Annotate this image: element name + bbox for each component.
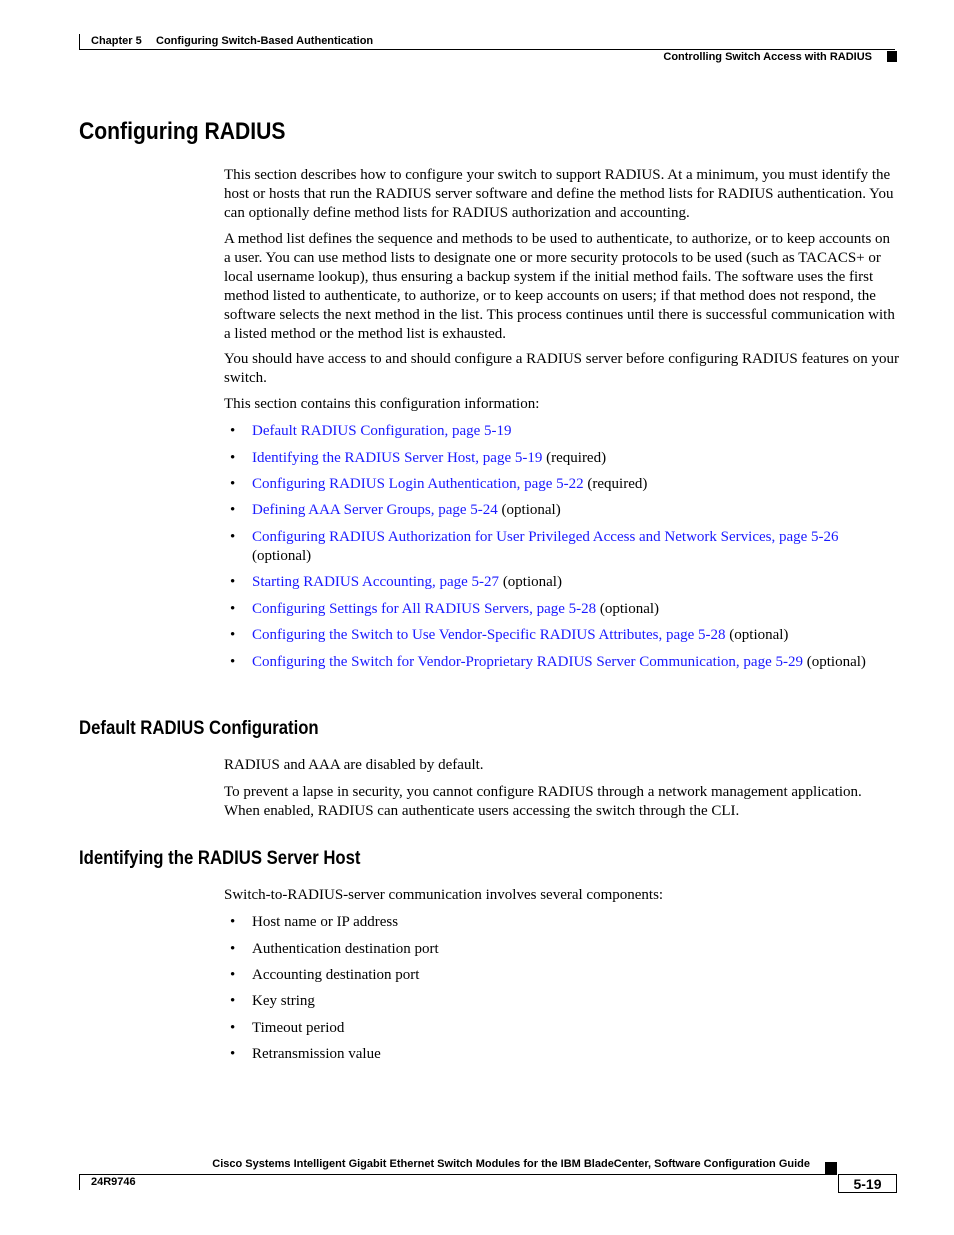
link-vendor-specific-attributes[interactable]: Configuring the Switch to Use Vendor-Specific RADIUS Attributes, page 5-28 [252, 627, 726, 643]
section-heading-default-config: Default RADIUS Configuration [79, 718, 319, 739]
link-note: (required) [542, 450, 607, 466]
page-number: 5-19 [838, 1174, 897, 1193]
bullet: • [230, 502, 236, 518]
default-config-paragraph-2: To prevent a lapse in security, you cannot configure RADIUS through a network management application. When enabled, RADIUS can authenticate users accessing the switch through the CLI. [224, 784, 862, 819]
section-heading-server-host: Identifying the RADIUS Server Host [79, 848, 361, 869]
intro-paragraph-2: A method list defines the sequence and methods to be used to authenticate, to authorize, or to keep accounts on a user. You can use method lists to designate one or more security protocols to be used (such as TACACS+ or local username lookup), thus ensuring a backup system if the initial method fails. The software uses the first method listed to authenticate, to authorize, or to keep accounts on users; if that method does not respond, the software selects the next method in the list. This process continues until there is successful communication with a listed method or the method list is exhausted. [224, 231, 895, 342]
link-radius-authorization[interactable]: Configuring RADIUS Authorization for User Privileged Access and Network Services, page 5-26 [252, 529, 839, 545]
bullet: • [230, 423, 236, 439]
bullet: • [230, 574, 236, 590]
bullet: • [230, 967, 236, 983]
component-item: Retransmission value [252, 1046, 381, 1062]
link-note: (optional) [725, 627, 789, 643]
bullet: • [230, 914, 236, 930]
bullet: • [230, 1046, 236, 1062]
link-identifying-radius-server-host[interactable]: Identifying the RADIUS Server Host, page 5-19 [252, 450, 543, 466]
link-note: (required) [583, 476, 648, 492]
footer-rule [79, 1174, 837, 1175]
component-item: Timeout period [252, 1020, 345, 1036]
footer-title: Cisco Systems Intelligent Gigabit Ethernet Switch Modules for the IBM BladeCenter, Software Configuration Guide [212, 1158, 810, 1170]
bullet: • [230, 941, 236, 957]
link-radius-accounting[interactable]: Starting RADIUS Accounting, page 5-27 [252, 574, 500, 590]
header-marker [887, 51, 897, 62]
header-rule-vertical [79, 34, 80, 50]
link-note: (optional) [252, 548, 312, 564]
component-item: Authentication destination port [252, 941, 439, 957]
default-config-paragraph-1: RADIUS and AAA are disabled by default. [224, 757, 484, 773]
bullet: • [230, 993, 236, 1009]
header-chapter: Chapter 5 [91, 35, 142, 47]
bullet: • [230, 476, 236, 492]
header-section-title: Controlling Switch Access with RADIUS [663, 51, 872, 63]
intro-paragraph-4: This section contains this configuration information: [224, 396, 540, 412]
header-chapter-title: Configuring Switch-Based Authentication [156, 35, 374, 47]
link-note: (optional) [803, 654, 866, 670]
link-note: (optional) [596, 601, 660, 617]
bullet: • [230, 654, 236, 670]
bullet: • [230, 529, 236, 545]
bullet: • [230, 450, 236, 466]
footer-doc-number: 24R9746 [91, 1176, 136, 1188]
link-radius-login-authentication[interactable]: Configuring RADIUS Login Authentication, page 5-22 [252, 476, 584, 492]
component-item: Host name or IP address [252, 914, 399, 930]
header-rule [79, 49, 895, 50]
intro-paragraph-3: You should have access to and should configure a RADIUS server before configuring RADIUS features on your switch. [224, 351, 899, 386]
bullet: • [230, 1020, 236, 1036]
link-default-radius-configuration[interactable]: Default RADIUS Configuration, page 5-19 [252, 423, 512, 439]
link-note: (optional) [497, 502, 561, 518]
bullet: • [230, 627, 236, 643]
link-note: (optional) [499, 574, 562, 590]
bullet: • [230, 601, 236, 617]
link-vendor-proprietary-communication[interactable]: Configuring the Switch for Vendor-Proprietary RADIUS Server Communication, page 5-29 [252, 654, 803, 670]
footer-marker [825, 1162, 837, 1174]
intro-paragraph-1: This section describes how to configure your switch to support RADIUS. At a minimum, you must identify the host or hosts that run the RADIUS server software and define the method lists for RADIUS authentication. You can optionally define method lists for RADIUS authorization and accounting. [224, 167, 894, 221]
component-item: Key string [252, 993, 315, 1009]
component-item: Accounting destination port [252, 967, 420, 983]
link-settings-all-radius-servers[interactable]: Configuring Settings for All RADIUS Servers, page 5-28 [252, 601, 597, 617]
page-title: Configuring RADIUS [79, 118, 286, 145]
link-aaa-server-groups[interactable]: Defining AAA Server Groups, page 5-24 [252, 502, 498, 518]
footer-rule-vertical [79, 1174, 80, 1190]
server-host-paragraph: Switch-to-RADIUS-server communication involves several components: [224, 887, 664, 903]
